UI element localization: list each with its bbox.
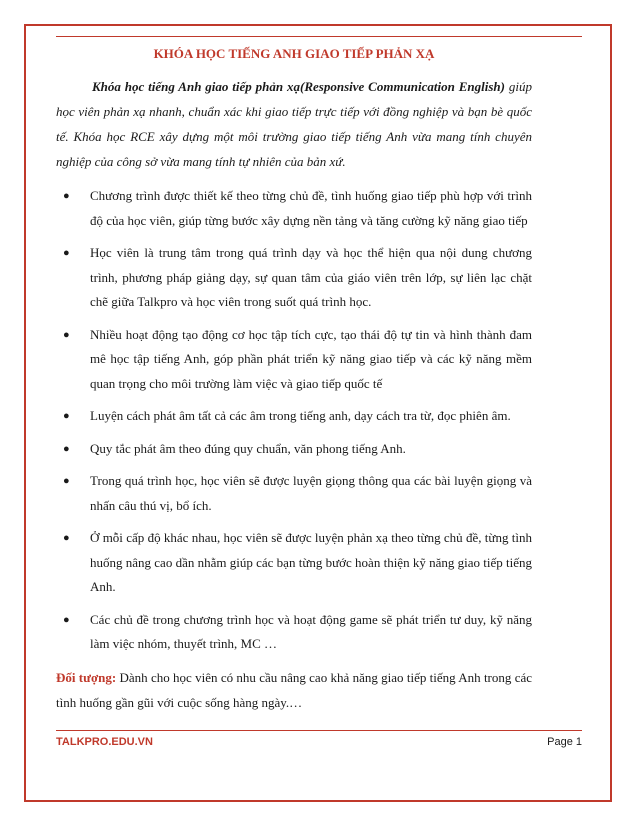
list-item [56,323,532,397]
list-item-text: Các chủ đề trong chương trình học và hoạt động game sẽ phát triển tư duy, kỹ năng làm việc nhóm, thuyết trình, MC … [90,611,532,651]
list-item-text: Quy tắc phát âm theo đúng quy chuẩn, văn phong tiếng Anh. [90,440,406,456]
list-item [56,437,532,462]
list-item-text: Trong quá trình học, học viên sẽ được luyện giọng thông qua các bài luyện giọng và nhấn câu thú vị, bổ ích. [90,473,532,513]
list-item [56,608,532,657]
intro-course-name: Khóa học tiếng Anh giao tiếp phản xạ(Responsive Communication English) [92,79,505,94]
list-item-text: Nhiều hoạt động tạo động cơ học tập tích cực, tạo thái độ tự tin và hình thành đam mê học tập tiếng Anh, góp phần phát triển kỹ năng giao tiếp và các kỹ năng mềm quan trọng cho môi trường làm việc và giao tiếp quốc tế [90,326,532,391]
list-item-text: Chương trình được thiết kế theo từng chủ đề, tình huống giao tiếp phù hợp với trình độ của học viên, giúp từng bước xây dựng nền tảng và tăng cường kỹ năng giao tiếp [90,188,532,228]
list-item [56,526,532,600]
list-item [56,404,532,429]
list-item [56,241,532,315]
intro-description: giúp học viên phản xạ nhanh, chuẩn xác khi giao tiếp trực tiếp với đồng nghiệp và bạn bè quốc tế. Khóa học RCE xây dựng một môi trường giao tiếp tiếng Anh vừa mang tính chuyên nghiệp của công sở vừa mang tính tự nhiên của bản xứ. [56,79,532,169]
bullet-icon: ● [63,532,70,544]
header-rule [56,36,582,37]
target-audience-text: Dành cho học viên có nhu cầu nâng cao khả năng giao tiếp tiếng Anh trong các tình huống gần gũi với cuộc sống hàng ngày.… [56,669,533,710]
page-footer [56,736,582,748]
bullet-icon: ● [63,410,70,422]
target-audience-label: Đối tượng: [56,669,117,685]
bullet-icon: ● [63,190,70,202]
bullet-icon: ● [63,475,70,487]
list-item-text: Học viên là trung tâm trong quá trình dạy và học thể hiện qua nội dung chương trình, phương pháp giảng dạy, sự quan tâm của giáo viên trên lớp, sự liên lạc chặt chẽ giữa Talkpro và học viên trong suốt quá trình học. [90,245,532,309]
document-body [56,44,532,728]
list-item-text: Luyện cách phát âm tất cả các âm trong tiếng anh, dạy cách tra từ, đọc phiên âm. [90,408,511,423]
feature-list [56,184,532,657]
page-number: Page 1 [547,736,582,748]
document-title: KHÓA HỌC TIẾNG ANH GIAO TIẾP PHẢN XẠ [153,46,435,61]
bullet-icon: ● [63,442,70,455]
list-item [56,469,532,518]
bullet-icon: ● [63,328,70,341]
target-audience-paragraph [56,665,532,715]
footer-rule [56,730,582,731]
footer-website: TALKPRO.EDU.VN [56,736,153,748]
list-item [56,184,532,233]
list-item-text: Ở mỗi cấp độ khác nhau, học viên sẽ được luyện phản xạ theo từng chủ đề, từng tình huống nâng cao dần nhằm giúp các bạn từng bước hoàn thiện kỹ năng giao tiếp tiếng Anh. [90,530,532,594]
bullet-icon: ● [63,247,70,259]
bullet-icon: ● [63,613,70,626]
intro-paragraph [56,74,532,174]
